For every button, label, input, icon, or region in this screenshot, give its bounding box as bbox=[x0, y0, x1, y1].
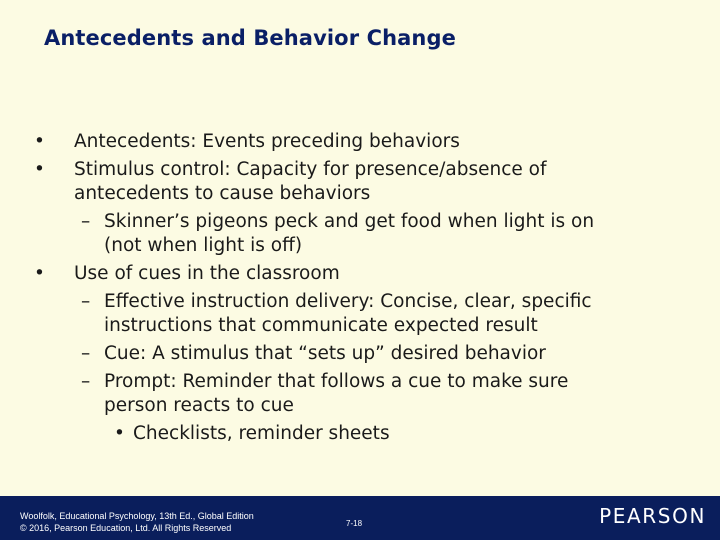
slide-title: Antecedents and Behavior Change bbox=[44, 26, 456, 50]
dash-marker: – bbox=[81, 371, 91, 392]
dash-marker: – bbox=[81, 211, 91, 232]
dash-marker: – bbox=[81, 291, 91, 312]
pearson-logo: PEARSON bbox=[599, 504, 706, 528]
sub-bullet-item bbox=[34, 290, 684, 314]
credit-line-2: © 2016, Pearson Education, Ltd. All Rights Reserved bbox=[20, 523, 232, 533]
bullet-text: Effective instruction delivery: Concise, clear, specific bbox=[104, 291, 592, 312]
bullet-text: Antecedents: Events preceding behaviors bbox=[74, 131, 460, 152]
bullet-text: Skinner’s pigeons peck and get food when light is on bbox=[104, 211, 595, 232]
bullet-text-continuation bbox=[34, 234, 684, 258]
bullet-text-continuation bbox=[34, 394, 684, 418]
credit-line-1: Woolfolk, Educational Psychology, 13th Ed., Global Edition bbox=[20, 511, 254, 521]
bullet-list bbox=[34, 130, 684, 446]
bullet-text: (not when light is off) bbox=[104, 235, 303, 256]
bullet-text: Cue: A stimulus that “sets up” desired behavior bbox=[104, 343, 546, 364]
dash-marker: – bbox=[81, 343, 91, 364]
bullet-marker: • bbox=[34, 131, 45, 152]
footer-bar bbox=[0, 496, 720, 540]
sub-sub-bullet-item bbox=[34, 422, 684, 446]
bullet-text-continuation bbox=[34, 182, 684, 206]
sub-bullet-item bbox=[34, 342, 684, 366]
sub-bullet-item bbox=[34, 370, 684, 394]
bullet-text: Checklists, reminder sheets bbox=[133, 423, 390, 444]
bullet-text: Use of cues in the classroom bbox=[74, 263, 340, 284]
bullet-text: instructions that communicate expected result bbox=[104, 315, 538, 336]
bullet-text: antecedents to cause behaviors bbox=[74, 183, 371, 204]
bullet-item bbox=[34, 262, 684, 286]
bullet-text-continuation bbox=[34, 314, 684, 338]
bullet-text: Prompt: Reminder that follows a cue to make sure bbox=[104, 371, 569, 392]
bullet-marker: • bbox=[114, 423, 125, 444]
page-number: 7-18 bbox=[346, 519, 363, 528]
bullet-item bbox=[34, 130, 684, 154]
bullet-text: Stimulus control: Capacity for presence/absence of bbox=[74, 159, 547, 180]
sub-bullet-item bbox=[34, 210, 684, 234]
bullet-item bbox=[34, 158, 684, 182]
bullet-marker: • bbox=[34, 159, 45, 180]
footer-credit bbox=[20, 510, 254, 534]
bullet-marker: • bbox=[34, 263, 45, 284]
bullet-text: person reacts to cue bbox=[104, 395, 294, 416]
